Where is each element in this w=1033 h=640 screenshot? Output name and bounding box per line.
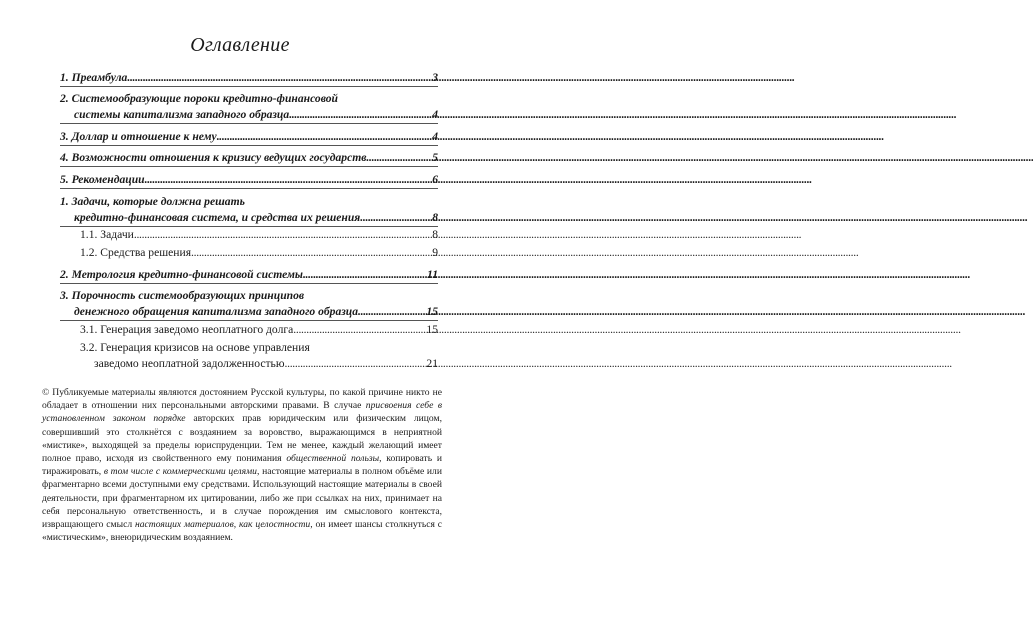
toc-entry-debt-3-1[interactable]: [60, 322, 438, 337]
toc-entry-label-line1: 1. Задачи, которые должна решать: [60, 195, 245, 208]
toc-entry-system-flaws[interactable]: [60, 107, 438, 122]
toc-entry-label: 3.1. Генерация заведомо неоплатного долга: [80, 323, 294, 336]
toc-entry-label: 1.1. Задачи: [80, 228, 134, 241]
toc-entry-preamble[interactable]: [60, 70, 438, 85]
toc-divider: [60, 166, 438, 167]
toc-leader-dots: [191, 245, 431, 260]
document-page: [0, 0, 480, 640]
toc-entry-means-1-2[interactable]: [60, 245, 438, 260]
toc-leader-dots: [360, 210, 431, 225]
toc-leader-dots: [289, 107, 431, 122]
toc-entry-label-line1: 2. Системообразующие пороки кредитно-финансовой: [60, 92, 339, 105]
toc-leader-dots: [285, 356, 426, 371]
toc-leader-dots: [145, 172, 432, 187]
copyright-notice: [42, 386, 442, 544]
toc-entry-dollar[interactable]: [60, 129, 438, 144]
toc-entry-crisis[interactable]: [60, 150, 438, 165]
toc-page-number: 8: [432, 211, 438, 224]
toc-leader-dots: [134, 227, 431, 242]
copyright-paragraph: [42, 386, 442, 544]
toc-page-number: 4: [432, 108, 438, 121]
toc-entry-label: 3. Доллар и отношение к нему: [60, 130, 217, 143]
toc-entry-label: 1.2. Средства решения: [80, 246, 192, 259]
toc-leader-dots: [127, 70, 431, 85]
toc-entry-label: 4. Возможности отношения к кризису ведущих государств: [60, 151, 367, 164]
toc-leader-dots: [293, 322, 425, 337]
toc-divider: [60, 283, 438, 284]
toc-entry-label: денежного обращения капитализма западного образца: [74, 305, 359, 318]
notice-text: , настоящие материалы в полном объёме или фрагментарно всеми доступными ему средствами. Использующий настоящие материалы в своей деятельности, при фрагментарном их цитировании, либо же при ссылках на них, принимает на себя персональную ответственность, и в случае порождения им смыслового контекста, извращающего смысл: [42, 466, 442, 531]
toc-leader-dots: [217, 129, 432, 144]
notice-emphasis: в том числе с коммерческими целями: [103, 466, 257, 478]
toc-page-number: 8: [432, 228, 438, 241]
toc-entry-label: кредитно-финансовая система, и средства их решения: [74, 211, 361, 224]
notice-text: , он имеет шансы столкнуться с «мистическим», внеюридическим воздаянием.: [42, 519, 443, 544]
notice-text: © Публикуемые материалы являются достоянием Русской культуры, по какой причине никто не обладает в отношении них персональными авторскими правами. В случае: [42, 387, 442, 412]
toc-divider: [60, 145, 438, 146]
toc-divider: [60, 226, 438, 227]
toc-divider: [60, 188, 438, 189]
toc-entry-crises-3-2[interactable]: [60, 356, 438, 371]
toc-page-number: 15: [426, 305, 438, 318]
notice-text: , копировать и тиражировать,: [42, 453, 443, 478]
toc-page-number: 3: [432, 71, 438, 84]
notice-text: авторских прав юридическим или физическим лицом, совершивший это столкнётся с воздаянием за воровство, выражающимся в неприятной «мистике», выходящей за пределы юриспруденции. Тем не менее, каждый желающий имеет полное право, исходя из свойственного ему понимания: [42, 413, 442, 465]
notice-emphasis: присвоения себе в установленном законом порядке: [42, 400, 442, 425]
notice-emphasis: настоящих материалов, как целостности: [134, 519, 311, 531]
toc-entry-tasks-1-1[interactable]: [60, 227, 438, 242]
notice-emphasis: общественной пользы: [286, 453, 380, 465]
toc-divider: [60, 320, 438, 321]
toc-entry-label-line1: 3. Порочность системообразующих принципов: [60, 289, 305, 302]
toc-entry-label-line1: 3.2. Генерация кризисов на основе управления: [80, 341, 310, 354]
toc-divider: [60, 86, 438, 87]
toc-page-number: 15: [426, 323, 438, 336]
toc-entry-recommendations[interactable]: [60, 172, 438, 187]
toc-entry-metrology[interactable]: [60, 267, 438, 282]
toc-page-number: 5: [432, 151, 438, 164]
page-title: Оглавление: [190, 34, 290, 56]
toc-entry-label: системы капитализма западного образца: [74, 108, 290, 121]
toc-leader-dots: [303, 267, 426, 282]
toc-page-number: 11: [427, 268, 438, 281]
toc-page-number: 9: [432, 246, 438, 259]
toc-entry-tasks[interactable]: [60, 210, 438, 225]
toc-page-number: 4: [432, 130, 438, 143]
toc-entry-label: заведомо неоплатной задолженностью: [94, 357, 285, 370]
toc-entry-label: 5. Рекомендации: [60, 173, 145, 186]
toc-entry-vicious-principles[interactable]: [60, 304, 438, 319]
toc-page-number: 21: [426, 357, 438, 370]
toc-divider: [60, 123, 438, 124]
toc-leader-dots: [366, 150, 431, 165]
toc-leader-dots: [358, 304, 425, 319]
toc-entry-label: 1. Преамбула: [60, 71, 128, 84]
toc-entry-label: 2. Метрология кредитно-финансовой системы: [60, 268, 303, 281]
toc-page-number: 6: [432, 173, 438, 186]
